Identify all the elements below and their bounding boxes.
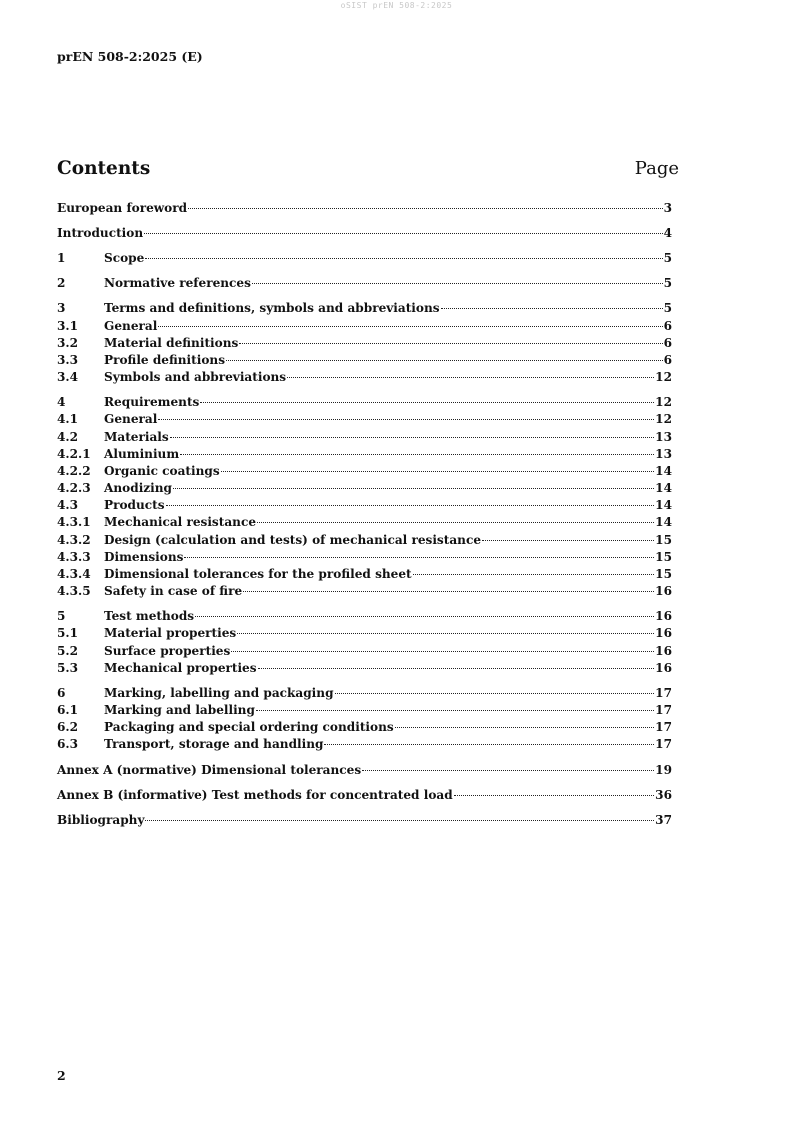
toc-dot-leader [180, 454, 654, 455]
toc-dot-leader [221, 471, 654, 472]
toc-dot-leader [287, 377, 654, 378]
toc-entry-page: 6 [663, 335, 672, 350]
toc-entry[interactable] [57, 514, 672, 531]
toc-entry-title: Material definitions [104, 335, 239, 350]
toc-entry-title: Organic coatings [104, 463, 220, 478]
toc-entry-page: 13 [655, 446, 672, 461]
toc-entry-number: 6.2 [57, 720, 79, 735]
toc-dot-leader [166, 505, 655, 506]
toc-dot-leader [324, 744, 654, 745]
toc-entry-number: 4.2.1 [57, 446, 91, 461]
toc-entry-number: 6.3 [57, 737, 79, 752]
toc-entry[interactable] [57, 446, 672, 463]
toc-entry-page: 17 [655, 720, 672, 735]
toc-entry-page: 5 [663, 251, 672, 266]
toc-entry[interactable] [57, 787, 672, 804]
toc-entry-page: 5 [663, 276, 672, 291]
toc-entry[interactable] [57, 411, 672, 428]
toc-entry-page: 15 [655, 532, 672, 547]
toc-entry[interactable] [57, 566, 672, 583]
toc-entry[interactable] [57, 608, 672, 625]
toc-entry-title: Aluminium [104, 446, 180, 461]
toc-entry-title: Marking and labelling [104, 703, 255, 718]
toc-entry[interactable] [57, 719, 672, 736]
toc-entry-number: 3.2 [57, 335, 79, 350]
toc-entry-number: 4.3 [57, 498, 79, 513]
toc-entry-title: Introduction [57, 226, 144, 241]
toc-entry-title: Products [104, 498, 165, 513]
toc-entry[interactable] [57, 532, 672, 549]
toc-entry-title: Symbols and abbreviations [104, 370, 287, 385]
toc-dot-leader [226, 360, 663, 361]
toc-entry[interactable] [57, 250, 672, 267]
toc-dot-leader [237, 633, 654, 634]
toc-entry-page: 4 [663, 226, 672, 241]
toc-dot-leader [257, 522, 654, 523]
toc-entry-title: Anodizing [104, 481, 173, 496]
toc-dot-leader [239, 343, 662, 344]
contents-title: Contents [57, 158, 151, 179]
toc-entry[interactable] [57, 660, 672, 677]
toc-dot-leader [173, 488, 654, 489]
toc-entry-number: 4.1 [57, 412, 79, 427]
toc-entry-page: 12 [655, 412, 672, 427]
toc-entry-number: 3 [57, 301, 66, 316]
toc-entry[interactable] [57, 275, 672, 292]
toc-entry-number: 4.3.3 [57, 549, 91, 564]
toc-dot-leader [158, 326, 662, 327]
toc-entry-number: 5 [57, 609, 66, 624]
toc-entry[interactable] [57, 394, 672, 411]
toc-entry-number: 1 [57, 251, 66, 266]
toc-entry-title: Normative references [104, 276, 251, 291]
toc-entry-page: 17 [655, 737, 672, 752]
toc-entry-title: European foreword [57, 201, 188, 215]
toc-entry[interactable] [57, 480, 672, 497]
toc-entry[interactable] [57, 702, 672, 719]
toc-entry-page: 6 [663, 352, 672, 367]
toc-entry-number: 4.2 [57, 429, 79, 444]
toc-entry-number: 5.3 [57, 660, 79, 675]
toc-dot-leader [200, 402, 654, 403]
toc-entry-title: Dimensional tolerances for the profiled sheet [104, 567, 412, 582]
toc-entry-title: Test methods [104, 609, 195, 624]
toc-entry-number: 3.4 [57, 370, 79, 385]
toc-entry-title: Scope [104, 251, 145, 266]
toc-dot-leader [362, 770, 654, 771]
toc-entry-page: 14 [655, 481, 672, 496]
toc-entry-number: 4.3.2 [57, 532, 91, 547]
toc-entry-page: 5 [663, 301, 672, 316]
toc-entry[interactable] [57, 200, 672, 217]
toc-dot-leader [395, 727, 654, 728]
toc-entry-page: 16 [655, 643, 672, 658]
toc-dot-leader [454, 795, 654, 796]
toc-entry-title: Design (calculation and tests) of mechanical resistance [104, 532, 482, 547]
toc-entry-title: Material properties [104, 626, 237, 641]
toc-entry[interactable] [57, 369, 672, 386]
table-of-contents [57, 200, 672, 829]
toc-entry-page: 3 [663, 201, 672, 215]
toc-entry-title: Surface properties [104, 643, 231, 658]
toc-entry-number: 4.2.2 [57, 463, 91, 478]
toc-dot-leader [188, 208, 662, 209]
toc-dot-leader [158, 419, 654, 420]
toc-entry-page: 15 [655, 549, 672, 564]
toc-entry-title: Mechanical resistance [104, 515, 257, 530]
toc-entry[interactable] [57, 643, 672, 660]
toc-dot-leader [145, 820, 654, 821]
toc-entry[interactable] [57, 335, 672, 352]
toc-entry-number: 2 [57, 276, 66, 291]
toc-dot-leader [231, 651, 654, 652]
toc-entry[interactable] [57, 463, 672, 480]
toc-entry-number: 6.1 [57, 703, 79, 718]
page-number: 2 [57, 1068, 66, 1083]
toc-entry-title: Dimensions [104, 549, 184, 564]
toc-entry-title: Safety in case of fire [104, 584, 243, 599]
toc-entry-page: 6 [663, 318, 672, 333]
toc-entry-page: 16 [655, 609, 672, 624]
watermark: oSIST prEN 508-2:2025 [340, 1, 453, 10]
toc-entry-number: 3.3 [57, 352, 79, 367]
toc-entry-page: 16 [655, 660, 672, 675]
toc-entry-number: 3.1 [57, 318, 79, 333]
toc-dot-leader [170, 437, 654, 438]
toc-entry[interactable] [57, 549, 672, 566]
toc-entry-title: Packaging and special ordering conditions [104, 720, 394, 735]
toc-entry[interactable] [57, 762, 672, 779]
toc-dot-leader [145, 258, 662, 259]
toc-entry-page: 36 [655, 787, 672, 802]
toc-entry-number: 4.3.5 [57, 584, 91, 599]
toc-entry[interactable] [57, 685, 672, 702]
toc-entry-title: Materials [104, 429, 169, 444]
toc-entry-page: 13 [655, 429, 672, 444]
toc-entry-title: Bibliography [57, 812, 145, 827]
toc-entry-number: 4 [57, 395, 66, 410]
toc-dot-leader [441, 308, 663, 309]
contents-heading [57, 158, 679, 179]
toc-entry-number: 6 [57, 685, 66, 700]
toc-entry-page: 12 [655, 395, 672, 410]
page-column-label: Page [634, 158, 679, 179]
toc-entry-number: 4.3.4 [57, 567, 91, 582]
toc-entry-page: 12 [655, 370, 672, 385]
toc-dot-leader [482, 540, 654, 541]
toc-entry-page: 14 [655, 463, 672, 478]
toc-entry[interactable] [57, 318, 672, 335]
toc-entry-title: Mechanical properties [104, 660, 257, 675]
toc-entry-title: General [104, 412, 158, 427]
toc-entry-page: 14 [655, 498, 672, 513]
toc-entry-title: Marking, labelling and packaging [104, 685, 334, 700]
toc-entry[interactable] [57, 352, 672, 369]
toc-entry-title: Terms and definitions, symbols and abbreviations [104, 301, 440, 316]
toc-entry-title: Requirements [104, 395, 200, 410]
toc-entry[interactable] [57, 300, 672, 317]
toc-entry[interactable] [57, 583, 672, 600]
toc-dot-leader [256, 710, 654, 711]
toc-entry[interactable] [57, 225, 672, 242]
toc-entry-number: 4.2.3 [57, 481, 91, 496]
toc-entry-page: 17 [655, 685, 672, 700]
toc-dot-leader [243, 591, 654, 592]
toc-entry-page: 15 [655, 567, 672, 582]
toc-entry-page: 37 [655, 812, 672, 827]
toc-dot-leader [413, 574, 655, 575]
toc-entry-page: 14 [655, 515, 672, 530]
toc-entry-number: 4.3.1 [57, 515, 91, 530]
toc-entry[interactable] [57, 625, 672, 642]
toc-entry-title: General [104, 318, 158, 333]
toc-entry-page: 16 [655, 584, 672, 599]
toc-entry-page: 17 [655, 703, 672, 718]
toc-dot-leader [335, 693, 655, 694]
toc-entry-title: Profile definitions [104, 352, 226, 367]
toc-dot-leader [184, 557, 654, 558]
toc-entry[interactable] [57, 497, 672, 514]
toc-entry-title: Annex A (normative) Dimensional tolerances [57, 762, 362, 777]
toc-entry[interactable] [57, 812, 672, 829]
toc-entry[interactable] [57, 736, 672, 753]
toc-entry-number: 5.2 [57, 643, 79, 658]
toc-entry[interactable] [57, 429, 672, 446]
document-id: prEN 508-2:2025 (E) [57, 49, 203, 64]
toc-entry-page: 16 [655, 626, 672, 641]
toc-dot-leader [144, 233, 662, 234]
toc-entry-number: 5.1 [57, 626, 79, 641]
toc-dot-leader [252, 283, 663, 284]
toc-dot-leader [258, 668, 655, 669]
toc-entry-title: Annex B (informative) Test methods for concentrated load [57, 787, 453, 802]
toc-entry-title: Transport, storage and handling [104, 737, 324, 752]
toc-entry-page: 19 [655, 762, 672, 777]
toc-dot-leader [195, 616, 654, 617]
